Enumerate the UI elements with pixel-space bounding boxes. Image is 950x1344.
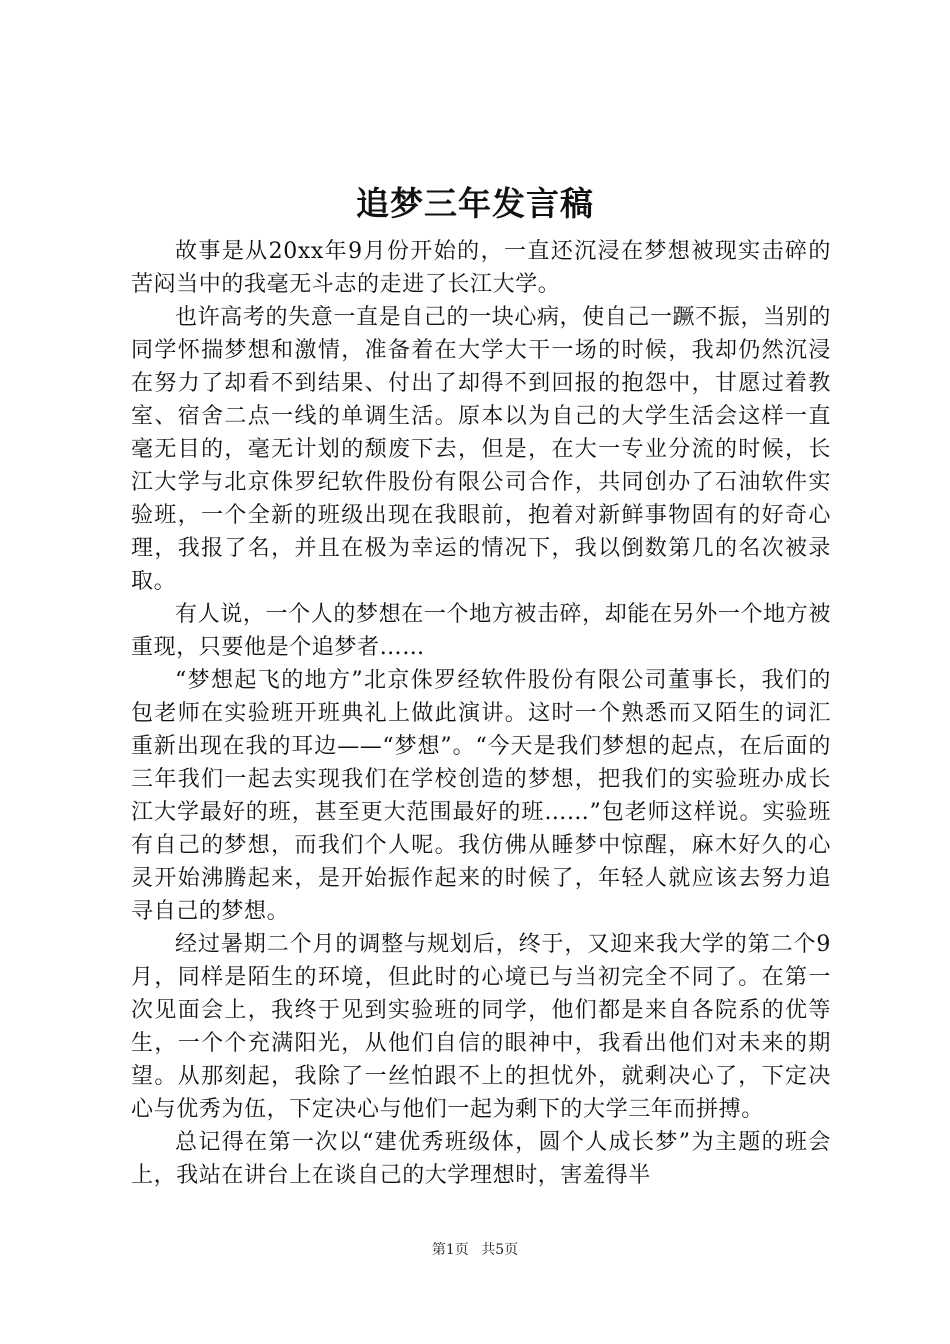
paragraph: 也许高考的失意一直是自己的一块心病，使自己一蹶不振，当别的同学怀揣梦想和激情，准备着在大学大干一场的时候，我却仍然沉浸在努力了却看不到结果、付出了却得不到回报的抱怨中，甘愿过着教室、宿舍二点一线的单调生活。原本以为自己的大学生活会这样一直毫无目的，毫无计划的颓废下去，但是，在大一专业分流的时候，长江大学与北京侏罗纪软件股份有限公司合作，共同创办了石油软件实验班，一个全新的班级出现在我眼前，抱着对新鲜事物固有的好奇心理，我报了名，并且在极为幸运的情况下，我以倒数第几的名次被录取。 (131, 305, 831, 594)
paragraph: 有人说，一个人的梦想在一个地方被击碎，却能在另外一个地方被重现，只要他是个追梦者…… (131, 602, 831, 660)
page-footer (0, 1240, 950, 1260)
document-title: 追梦三年发言稿 (356, 184, 594, 223)
document-body (131, 235, 831, 1192)
paragraph: 故事是从20xx年9月份开始的，一直还沉浸在梦想被现实击碎的苦闷当中的我毫无斗志的走进了长江大学。 (131, 239, 831, 297)
paragraph: 经过暑期二个月的调整与规划后，终于，又迎来我大学的第二个9月，同样是陌生的环境，但此时的心境已与当初完全不同了。在第一次见面会上，我终于见到实验班的同学，他们都是来自各院系的优等生，一个个充满阳光，从他们自信的眼神中，我看出他们对未来的期望。从那刻起，我除了一丝怕跟不上的担忧外，就剩决心了，下定决心与优秀为伍，下定决心与他们一起为剩下的大学三年而拼搏。 (131, 932, 831, 1122)
paragraph: 总记得在第一次以“建优秀班级体，圆个人成长梦”为主题的班会上，我站在讲台上在谈自己的大学理想时，害羞得半 (131, 1130, 831, 1188)
page-number: 第1页 (431, 1242, 469, 1258)
paragraph: “梦想起飞的地方”北京侏罗经软件股份有限公司董事长，我们的包老师在实验班开班典礼上做此演讲。这时一个熟悉而又陌生的词汇重新出现在我的耳边——“梦想”。“今天是我们梦想的起点，在后面的三年我们一起去实现我们在学校创造的梦想，把我们的实验班办成长江大学最好的班，甚至更大范围最好的班……”包老师这样说。实验班有自己的梦想，而我们个人呢。我仿佛从睡梦中惊醒，麻木好久的心灵开始沸腾起来，是开始振作起来的时候了，年轻人就应该去努力追寻自己的梦想。 (131, 668, 831, 924)
page-total: 共5页 (481, 1242, 519, 1258)
